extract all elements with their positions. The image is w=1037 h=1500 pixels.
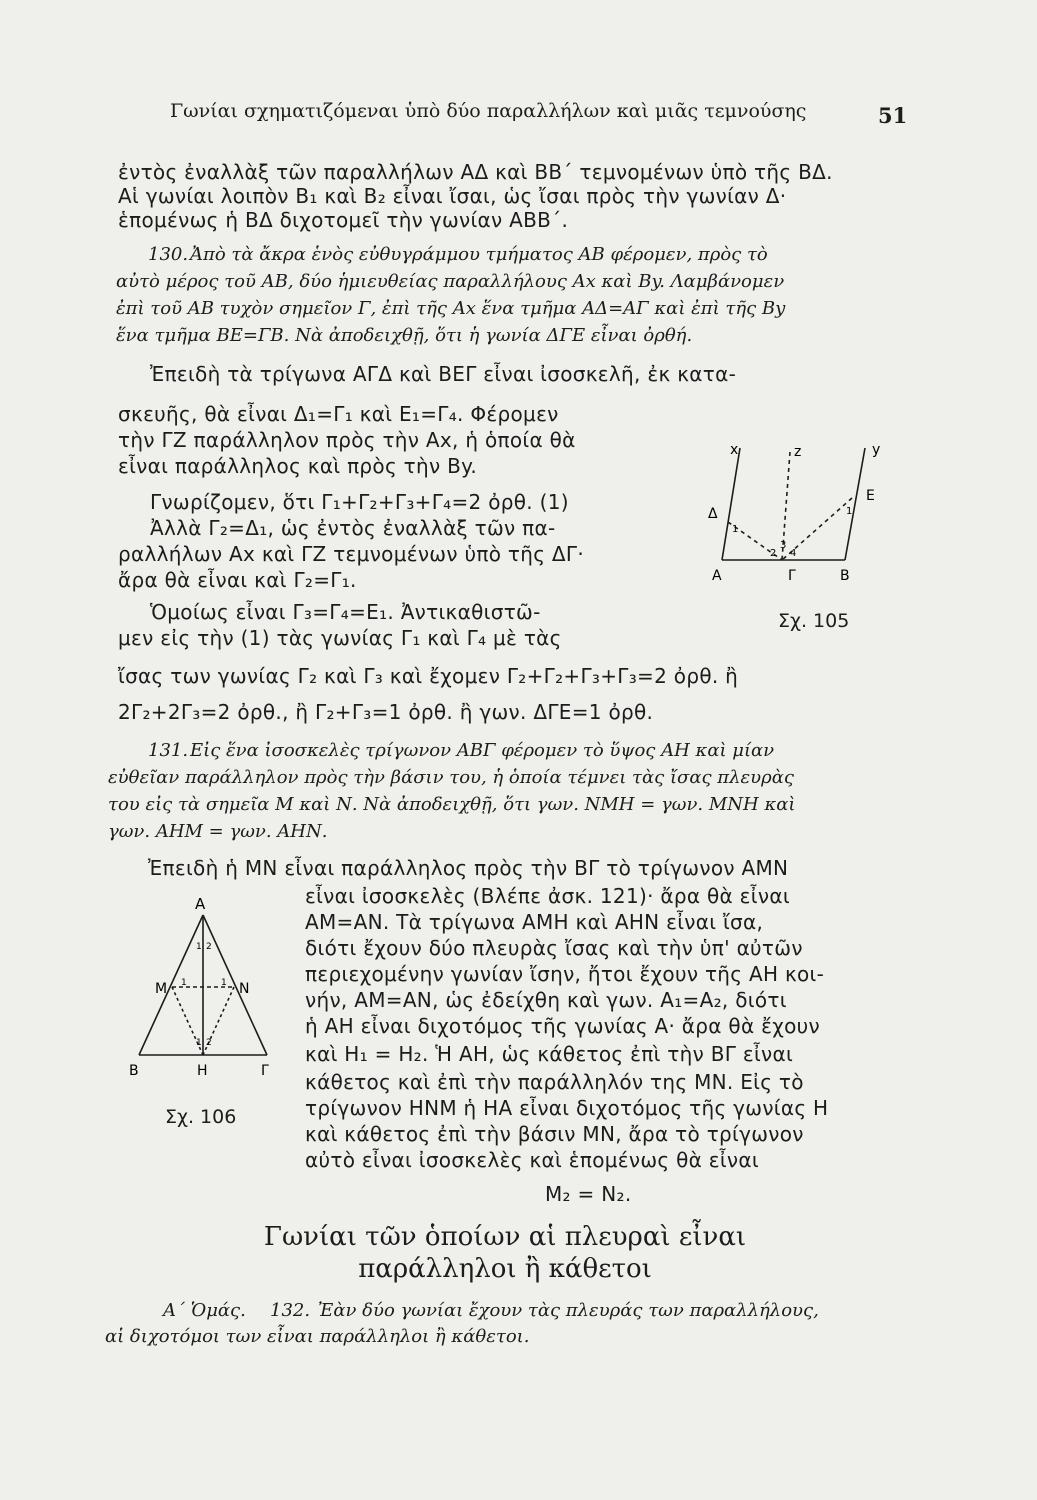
- proof-line: ἴσας των γωνίας Γ₂ καὶ Γ₃ καὶ ἔχομεν Γ₂+Γ₂+Γ₃+Γ₃=2 ὀρθ. ἢ: [118, 664, 739, 688]
- text-line: ἐντὸς ἐναλλὰξ τῶν παραλλήλων ΑΔ καὶ ΒΒ΄ τεμνομένων ὑπὸ τῆς ΒΔ.: [118, 160, 833, 184]
- page-number: 51: [878, 103, 908, 128]
- ray-ax: [722, 448, 740, 560]
- proof-line: καὶ Η₁ = Η₂. Ἡ ΑΗ, ὡς κάθετος ἐπὶ τὴν ΒΓ εἶναι: [305, 1042, 794, 1066]
- proof-line: ἡ ΑΗ εἶναι διχοτόμος τῆς γωνίας Α· ἄρα θὰ ἔχουν: [305, 1014, 820, 1038]
- proof-line: κάθετος καὶ ἐπὶ τὴν παράλληλόν της ΜΝ. Εἰς τὸ: [305, 1070, 804, 1094]
- label-b: Β: [840, 568, 850, 584]
- proof-line: περιεχομένην γωνίαν ἴσην, ἤτοι ἔχουν τῆς ΑΗ κοι-: [305, 962, 825, 986]
- proof-line: μεν εἰς τὴν (1) τὰς γωνίας Γ₁ καὶ Γ₄ μὲ τὰς: [118, 626, 562, 650]
- label-angle-a1: 1: [196, 942, 202, 952]
- text-line: Αἱ γωνίαι λοιπὸν Β₁ καὶ Β₂ εἶναι ἴσαι, ὡς ἴσαι πρὸς τὴν γωνίαν Δ·: [118, 184, 787, 208]
- label-z: z: [794, 444, 802, 460]
- label-angle-h2: 2: [206, 1038, 212, 1048]
- figure-105-caption: Σχ. 105: [778, 610, 850, 632]
- proof-line: τὴν ΓΖ παράλληλον πρὸς τὴν Αx, ἡ ὁποία θὰ: [118, 428, 576, 452]
- proof-line: ΑΜ=ΑΝ. Τὰ τρίγωνα ΑΜΗ καὶ ΑΗΝ εἶναι ἴσα,: [305, 910, 764, 934]
- label-angle-h1: 1: [196, 1038, 202, 1048]
- proof-line: Ἀλλὰ Γ₂=Δ₁, ὡς ἐντὸς ἐναλλὰξ τῶν πα-: [150, 516, 556, 540]
- label-angle-4: 4: [790, 548, 797, 559]
- proof-line: διότι ἔχουν δύο πλευρὰς ἴσας καὶ τὴν ὑπ' αὐτῶν: [305, 936, 803, 960]
- label-x: x: [730, 442, 739, 458]
- label-d: Δ: [708, 506, 718, 522]
- exercise-132-statement: αἱ διχοτόμοι των εἶναι παράλληλοι ἢ κάθετοι.: [105, 1326, 530, 1347]
- proof-line: Γνωρίζομεν, ὅτι Γ₁+Γ₂+Γ₃+Γ₄=2 ὀρθ. (1): [150, 490, 569, 514]
- proof-line: Ἐπειδὴ τὰ τρίγωνα ΑΓΔ καὶ ΒΕΓ εἶναι ἰσοσκελῆ, ἐκ κατα-: [150, 362, 737, 386]
- proof-line: 2Γ₂+2Γ₃=2 ὀρθ., ἢ Γ₂+Γ₃=1 ὀρθ. ἢ γων. ΔΓΕ=1 ὀρθ.: [118, 700, 654, 724]
- exercise-131-statement: εὐθεῖαν παράλληλον πρὸς τὴν βάσιν του, ἡ ὁποία τέμνει τὰς ἴσας πλευρὰς: [108, 767, 794, 788]
- label-h: Η: [197, 1063, 208, 1079]
- label-n: Ν: [239, 981, 250, 997]
- exercise-132-statement: Ἐὰν δύο γωνίαι ἔχουν τὰς πλευράς των παραλλήλους,: [318, 1300, 819, 1321]
- proof-line: τρίγωνον ΗΝΜ ἡ ΗΑ εἶναι διχοτόμος τῆς γωνίας Η: [305, 1096, 829, 1120]
- proof-line: Ὁμοίως εἶναι Γ₃=Γ₄=Ε₁. Ἀντικαθιστῶ-: [150, 600, 541, 624]
- ray-by: [845, 448, 865, 560]
- section-heading: παράλληλοι ἢ κάθετοι: [358, 1254, 652, 1284]
- exercise-132-group: Α΄ Ὁμάς.: [163, 1300, 246, 1321]
- proof-line: εἶναι ἰσοσκελὲς (Βλέπε ἀσκ. 121)· ἄρα θὰ εἶναι: [305, 884, 790, 908]
- label-a: Α: [712, 568, 722, 584]
- label-e: Ε: [866, 488, 875, 504]
- side-ab: [139, 915, 203, 1055]
- proof-line: εἶναι παράλληλος καὶ πρὸς τὴν Βy.: [118, 454, 478, 478]
- exercise-131-number: 131.: [148, 740, 189, 761]
- label-m: Μ: [155, 981, 168, 997]
- exercise-130-statement: Ἀπὸ τὰ ἄκρα ἑνὸς εὐθυγράμμου τμήματος ΑΒ φέρομεν, πρὸς τὸ: [190, 244, 768, 265]
- exercise-130-statement: αὐτὸ μέρος τοῦ ΑΒ, δύο ἡμιευθείας παραλλήλους Αx καὶ Βy. Λαμβάνομεν: [116, 271, 785, 292]
- proof-line: Ἐπειδὴ ἡ ΜΝ εἶναι παράλληλος πρὸς τὴν ΒΓ τὸ τρίγωνον ΑΜΝ: [148, 856, 789, 880]
- exercise-130-statement: ἕνα τμῆμα ΒΕ=ΓΒ. Νὰ ἀποδειχθῇ, ὅτι ἡ γωνία ΔΓΕ εἶναι ὀρθή.: [116, 325, 693, 346]
- label-angle-3: 3: [780, 540, 787, 551]
- figure-106: [125, 895, 285, 1085]
- exercise-131-statement: του εἰς τὰ σημεῖα Μ καὶ Ν. Νὰ ἀποδειχθῇ, ὅτι γων. ΝΜΗ = γων. ΜΝΗ καὶ: [108, 794, 796, 815]
- proof-line: σκευῆς, θὰ εἶναι Δ₁=Γ₁ καὶ Ε₁=Γ₄. Φέρομεν: [118, 402, 559, 426]
- section-heading: Γωνίαι τῶν ὁποίων αἱ πλευραὶ εἶναι: [263, 1222, 747, 1252]
- label-angle-a2: 2: [206, 942, 212, 952]
- label-g: Γ: [261, 1063, 269, 1079]
- label-angle-n1: 1: [221, 978, 227, 988]
- proof-line: ἄρα θὰ εἶναι καὶ Γ₂=Γ₁.: [118, 568, 357, 592]
- label-angle-2: 2: [770, 548, 777, 559]
- exercise-132-number: 132.: [270, 1300, 311, 1321]
- proof-line: ραλλήλων Αx καὶ ΓΖ τεμνομένων ὑπὸ τῆς ΔΓ·: [118, 542, 584, 566]
- label-a: Α: [195, 895, 206, 913]
- label-g: Γ: [788, 568, 796, 584]
- proof-line: αὐτὸ εἶναι ἰσοσκελὲς καὶ ἑπομένως θὰ εἶναι: [305, 1148, 759, 1172]
- label-b: Β: [129, 1063, 139, 1079]
- side-ag: [203, 915, 267, 1055]
- label-angle-m1: 1: [181, 978, 187, 988]
- proof-line: καὶ κάθετος ἐπὶ τὴν βάσιν ΜΝ, ἄρα τὸ τρίγωνον: [305, 1122, 804, 1146]
- exercise-130-statement: ἐπὶ τοῦ ΑΒ τυχὸν σημεῖον Γ, ἐπὶ τῆς Αx ἕνα τμῆμα ΑΔ=ΑΓ καὶ ἐπὶ τῆς Βy: [116, 298, 786, 319]
- exercise-131-statement: Εἰς ἕνα ἰσοσκελὲς τρίγωνον ΑΒΓ φέρομεν τὸ ὕψος ΑΗ καὶ μίαν: [190, 740, 775, 761]
- proof-line: Μ₂ = Ν₂.: [545, 1182, 632, 1206]
- label-angle-e1: 1: [846, 506, 853, 517]
- label-angle-1: 1: [732, 524, 739, 535]
- figure-105: [700, 440, 900, 600]
- proof-line: νήν, ΑΜ=ΑΝ, ὡς ἐδείχθη καὶ γων. Α₁=Α₂, διότι: [305, 988, 787, 1012]
- exercise-130-number: 130.: [148, 244, 189, 265]
- label-y: y: [872, 442, 881, 458]
- figure-106-caption: Σχ. 106: [165, 1106, 237, 1128]
- exercise-131-statement: γων. ΑΗΜ = γων. ΑΗΝ.: [108, 821, 328, 842]
- running-head: Γωνίαι σχηματιζόμεναι ὑπὸ δύο παραλλήλων καὶ μιᾶς τεμνούσης: [170, 100, 807, 122]
- text-line: ἑπομένως ἡ ΒΔ διχοτομεῖ τὴν γωνίαν ΑΒΒ΄.: [118, 208, 569, 232]
